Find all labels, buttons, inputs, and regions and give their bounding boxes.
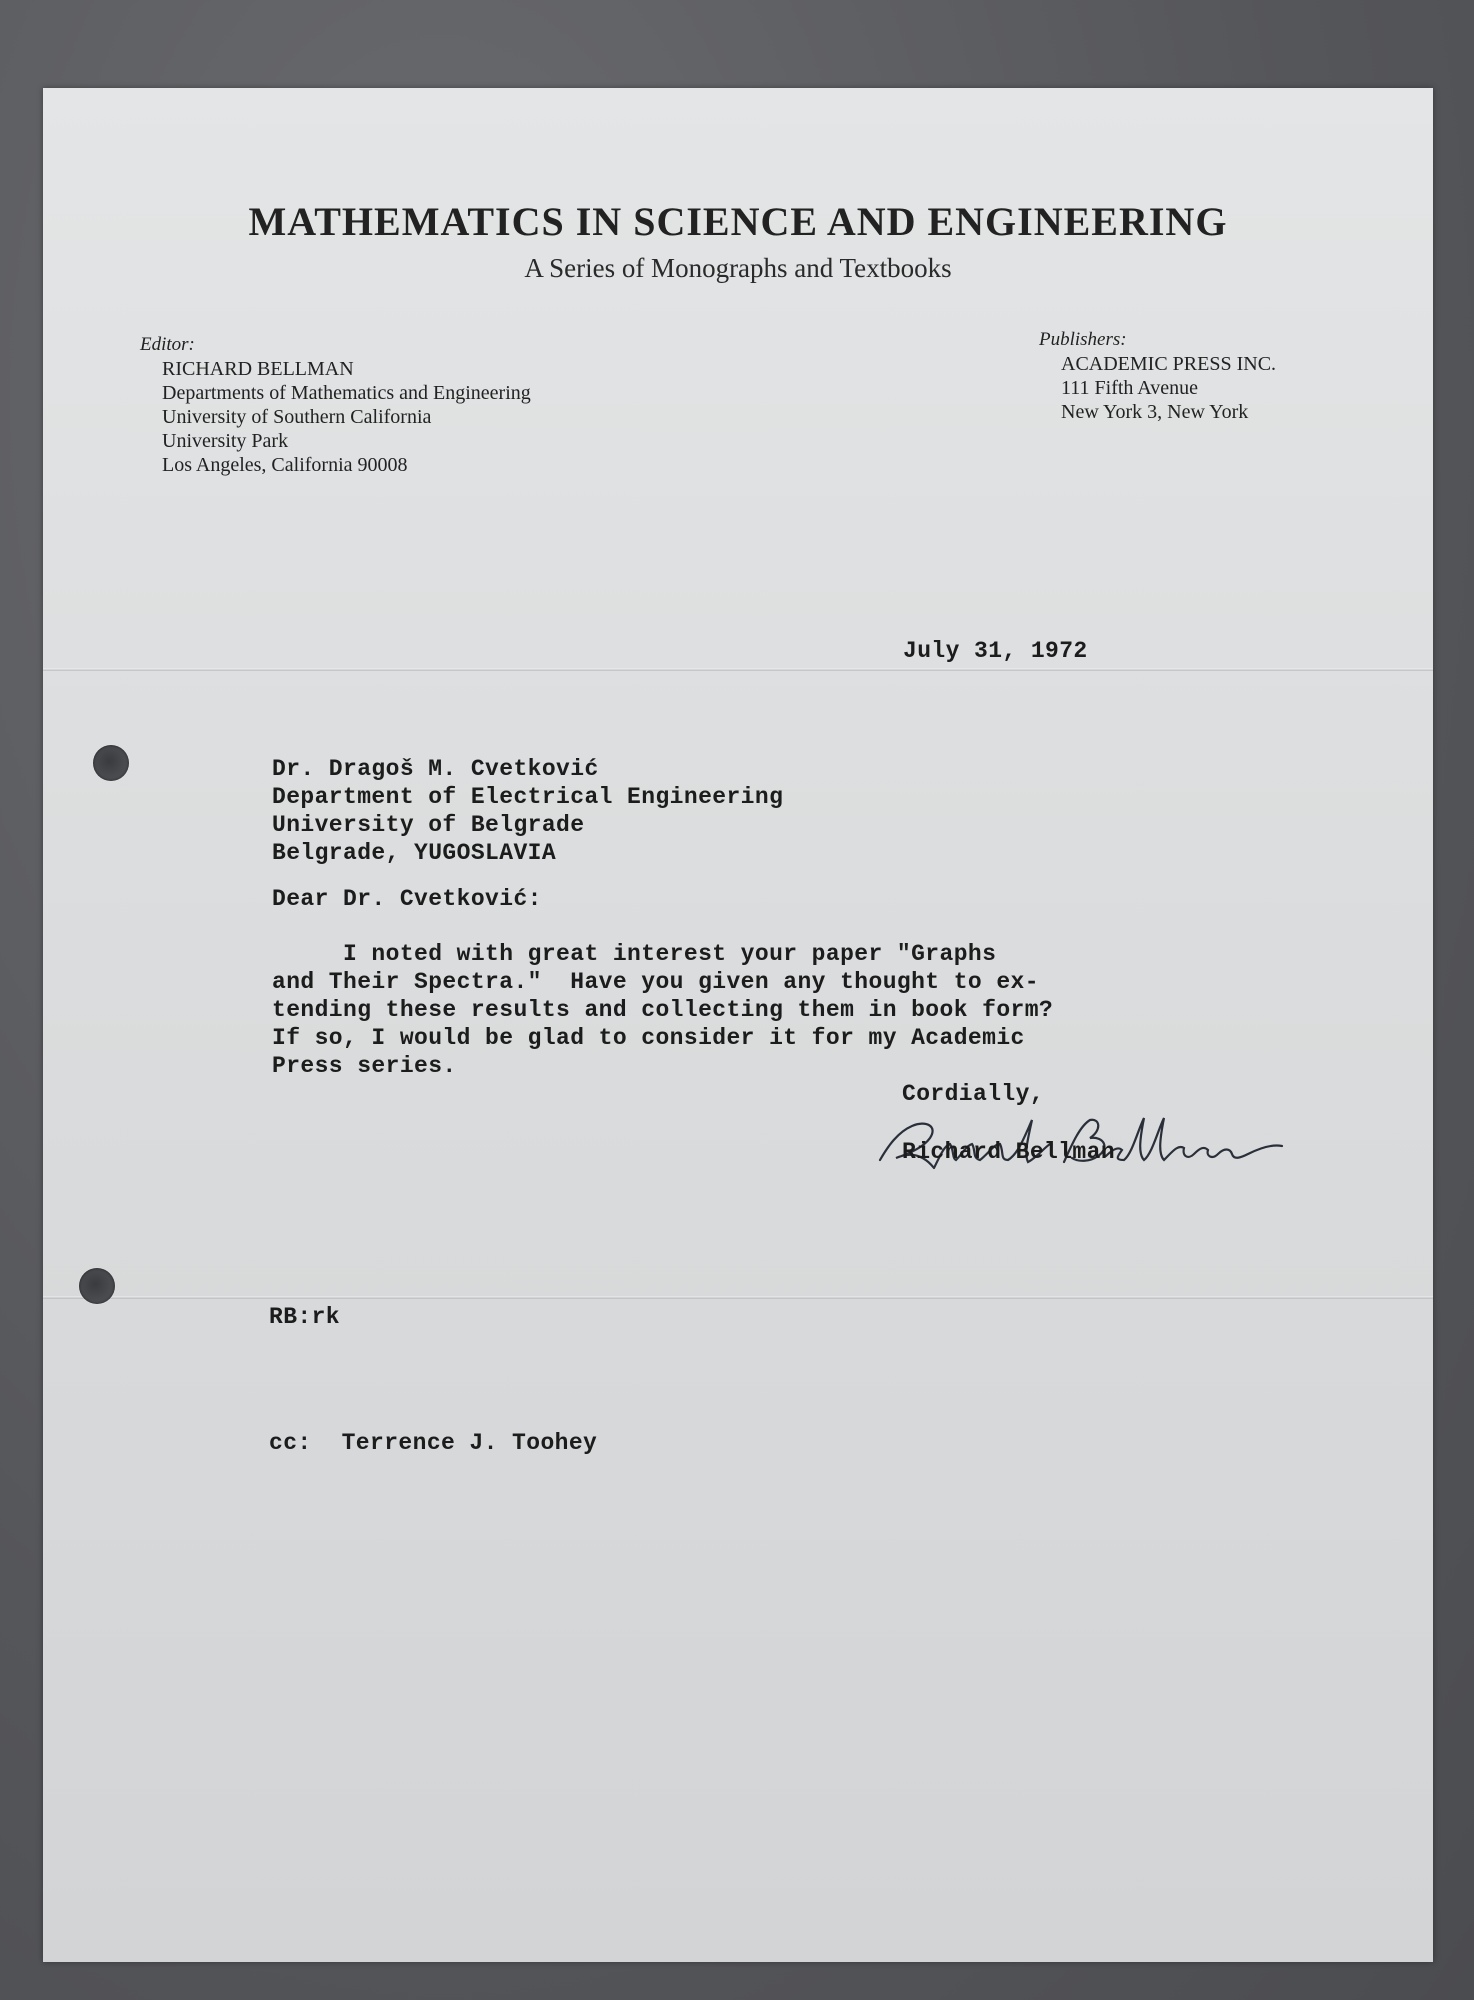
editor-city: Los Angeles, California 90008 (162, 454, 408, 476)
punch-hole (79, 1268, 115, 1304)
publisher-street: 111 Fifth Avenue (1061, 377, 1199, 399)
fold-crease (43, 1296, 1433, 1299)
body-line: I noted with great interest your paper "Graphs (272, 941, 997, 967)
cc-label: cc: (269, 1430, 312, 1456)
editor-campus: University Park (162, 430, 289, 452)
recipient-university: University of Belgrade (272, 812, 585, 838)
letter-sheet (43, 88, 1433, 1962)
body-line: If so, I would be glad to consider it for my Academic (272, 1025, 1025, 1051)
cc-recipient: Terrence J. Toohey (341, 1430, 598, 1456)
letter-body (272, 940, 1053, 1080)
editor-university: University of Southern California (162, 406, 432, 428)
editor-block (140, 333, 531, 477)
series-title: MATHEMATICS IN SCIENCE AND ENGINEERING (248, 199, 1228, 244)
fold-crease (43, 668, 1433, 671)
recipient-name: Dr. Dragoš M. Cvetković (272, 756, 599, 782)
signer-name: Richard Bellman (902, 1139, 1116, 1165)
editor-department: Departments of Mathematics and Engineering (162, 382, 531, 404)
body-line: and Their Spectra." Have you given any thought to ex- (272, 969, 1039, 995)
carbon-copy-line (269, 1430, 597, 1456)
recipient-address (272, 755, 783, 867)
reference-initials: RB:rk (269, 1304, 341, 1330)
publisher-label: Publishers: (1039, 329, 1127, 350)
editor-label: Editor: (140, 334, 195, 355)
punch-hole (93, 745, 129, 781)
recipient-department: Department of Electrical Engineering (272, 784, 784, 810)
editor-name: RICHARD BELLMAN (162, 358, 354, 380)
series-subtitle: A Series of Monographs and Textbooks (524, 253, 952, 283)
publisher-block (1039, 328, 1276, 424)
publisher-name: ACADEMIC PRESS INC. (1061, 353, 1277, 375)
closing: Cordially, (902, 1081, 1045, 1107)
recipient-city: Belgrade, YUGOSLAVIA (272, 840, 557, 866)
salutation: Dear Dr. Cvetković: (272, 886, 542, 912)
body-line: tending these results and collecting them in book form? (272, 997, 1054, 1023)
body-line: Press series. (272, 1053, 457, 1079)
publisher-city: New York 3, New York (1061, 401, 1249, 423)
letter-date: July 31, 1972 (903, 638, 1088, 664)
